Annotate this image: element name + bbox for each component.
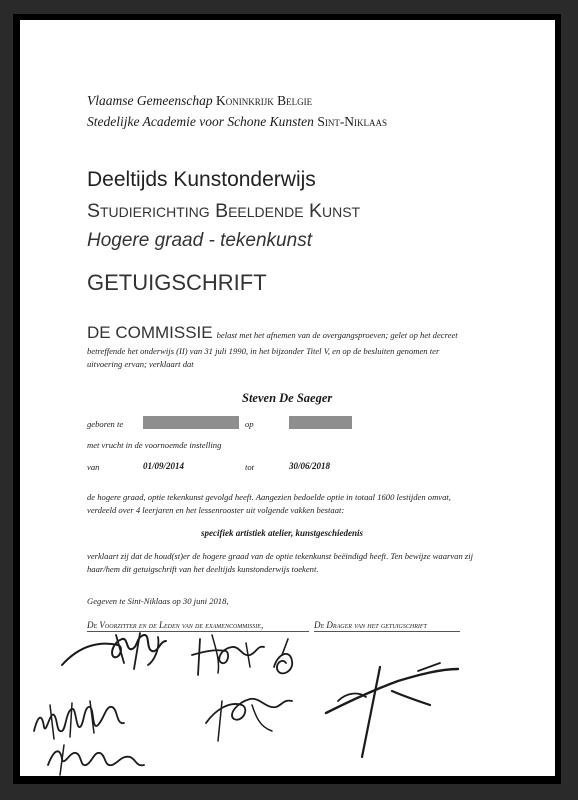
to-label: tot: [245, 462, 255, 472]
redacted-birthdate: [289, 416, 352, 429]
header-line-1: [87, 93, 312, 109]
body-paragraph-2: verdeeld over 4 leerjaren en het lessenrooster uit volgende vakken bestaat:: [87, 505, 345, 515]
header-line-2: [87, 114, 387, 130]
title-certificate: GETUIGSCHRIFT: [87, 270, 267, 295]
chair-label: De Voorzitter en de Leden van de examencommissie,: [87, 620, 264, 630]
redacted-birthplace: [143, 416, 239, 429]
commission-text-1: belast met het afnemen van de overgangsproeven; gelet op het decreet: [216, 330, 458, 340]
header-kingdom: Koninkrijk Belgie: [215, 93, 313, 108]
body-paragraph-3: verklaart zij dat de houd(st)er de hogere graad van de optie tekenkunst beëindigd heeft. Ten bewijze waarvan zij: [87, 551, 474, 561]
born-label: geboren te: [87, 419, 124, 429]
commission-line-1: [87, 323, 458, 343]
to-date: 30/06/2018: [289, 461, 331, 471]
commission-heading: DE COMMISSIE: [87, 323, 213, 342]
header-academy: Stedelijke Academie voor Schone Kunsten: [87, 114, 314, 129]
title-higher-grade: Hogere graad - tekenkunst: [87, 230, 312, 251]
title-study-direction: Studierichting Beeldende Kunst: [87, 200, 361, 222]
given-at: Gegeven te Sint-Niklaas op 30 juni 2018,: [87, 596, 229, 606]
student-name: Steven De Saeger: [242, 391, 333, 405]
header-city: Sint-Niklaas: [317, 114, 388, 129]
body-paragraph-4: haar/hem dit getuigschrift van het deeltijds kunstonderwijs toekent.: [87, 564, 319, 574]
attended-label: met vrucht in de voornoemde instelling: [87, 440, 222, 450]
from-date: 01/09/2014: [143, 461, 185, 471]
on-label: op: [245, 419, 254, 429]
title-part-time-arts: Deeltijds Kunstonderwijs: [87, 168, 316, 191]
subjects: specifiek artistiek atelier, kunstgeschiedenis: [201, 528, 363, 538]
holder-label: De Drager van het getuigschrift: [314, 620, 427, 630]
handwritten-signatures: [20, 605, 555, 776]
certificate-page: [20, 20, 555, 776]
header-community: Vlaamse Gemeenschap: [87, 93, 213, 108]
from-label: van: [87, 462, 100, 472]
commission-text-3: uitvoering ervan; verklaart dat: [87, 359, 194, 369]
body-paragraph-1: de hogere graad, optie tekenkunst gevolgd heeft. Aangezien bedoelde optie in totaal 1600 lestijden omvat,: [87, 492, 451, 502]
commission-text-2: betreffende het onderwijs (II) van 31 juli 1990, in het bijzonder Titel V, en op de besluiten genomen ter: [87, 346, 440, 356]
